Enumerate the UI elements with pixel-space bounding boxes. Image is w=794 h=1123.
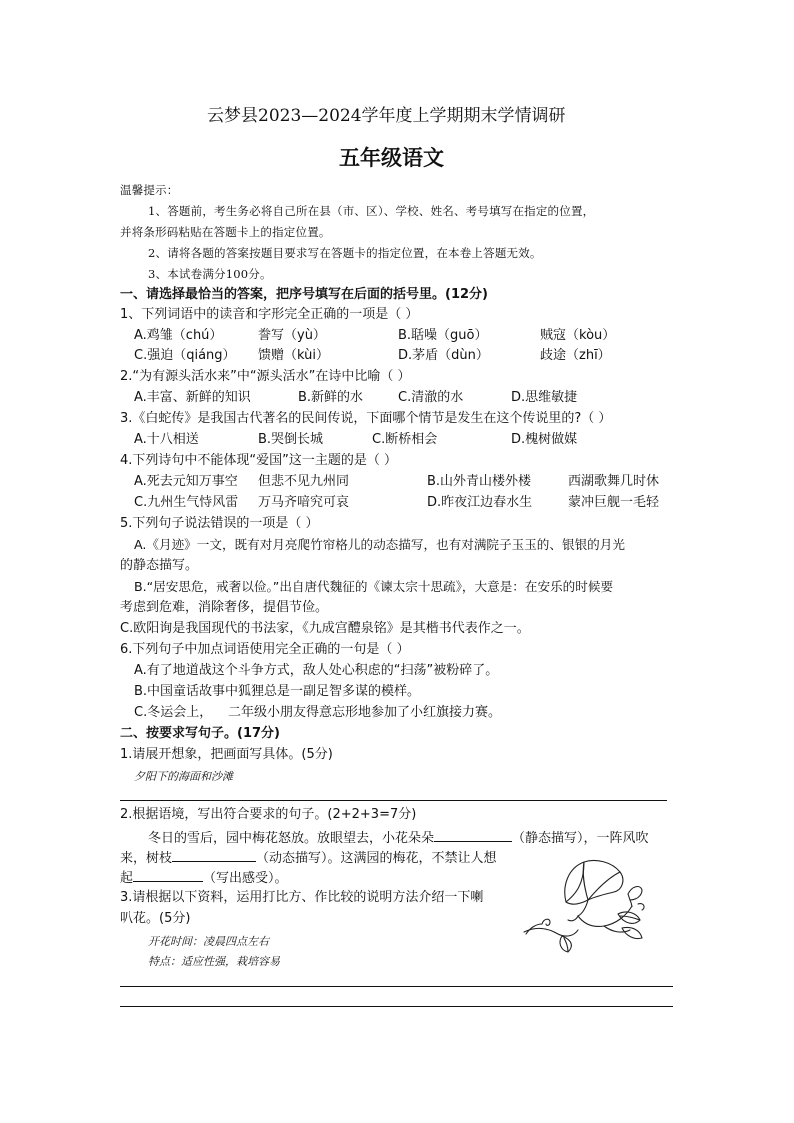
exam-subtitle: 五年级语文: [339, 146, 444, 170]
s2-q2-blank-3[interactable]: [133, 868, 203, 882]
q1-option-b-1: B.聒噪（guō）: [398, 328, 488, 343]
s2-q2-line-3: [120, 868, 288, 888]
s2-q2-blank-2[interactable]: [172, 848, 256, 862]
s2-q2-text-1a: 冬日的雪后，园中梅花怒放。放眼望去，小花朵朵: [148, 831, 435, 846]
q2-option-c: C.清澈的水: [398, 390, 464, 405]
q4-stem: 4.下列诗句中不能体现“爱国”这一主题的是（ ）: [120, 453, 398, 468]
q6-stem: 6.下列句子中加点词语使用完全正确的一句是（ ）: [120, 642, 410, 657]
tip-1-line-1: 1、答题前，考生务必将自己所在县（市、区）、学校、姓名、考号填写在指定的位置，: [148, 204, 595, 218]
section-1-heading: 一、请选择最恰当的答案，把序号填写在后面的括号里。(12分): [120, 287, 488, 302]
q6-option-c-1: C.冬运会上，: [134, 705, 213, 720]
s2-q2-line-2: [120, 848, 497, 868]
q4-option-c-1: C.九州生气恃风雷: [134, 495, 239, 510]
q6-option-a: A.有了地道战这个斗争方式，敌人处心积虑的“扫荡”被粉碎了。: [134, 663, 499, 678]
q1-option-d-1: D.茅盾（dùn）: [398, 348, 489, 363]
q3-option-c: C.断桥相会: [372, 432, 438, 447]
section-2-heading: 二、按要求写句子。(17分): [120, 726, 280, 741]
q5-option-a-line-2: 的静态描写。: [120, 558, 199, 573]
s2-q2-text-3b: （写出感受）。: [203, 871, 288, 886]
q4-option-a-2: 但悲不见九州同: [258, 474, 350, 489]
s2-q1-prompt: 夕阳下的海面和沙滩: [134, 770, 233, 783]
q1-stem: 1、下列词语中的读音和字形完全正确的一项是（ ）: [120, 307, 419, 322]
q2-stem: 2.“为有源头活水来”中“源头活水”在诗中比喻（ ）: [120, 369, 411, 384]
q3-option-d: D.槐树做媒: [511, 432, 578, 447]
q2-option-b: B.新鲜的水: [298, 390, 364, 405]
q5-option-b-line-2: 考虑到危难，消除奢侈，提倡节俭。: [120, 600, 329, 615]
q6-option-b: B.中国童话故事中狐狸总是一副足智多谋的模样。: [134, 684, 421, 699]
q5-stem: 5.下列句子说法错误的一项是（ ）: [120, 516, 319, 531]
s2-q2-line-1: [148, 828, 649, 848]
s2-q3-info-2: 特点：适应性强，栽培容易: [148, 955, 280, 968]
q3-stem: 3.《白蛇传》是我国古代著名的民间传说，下面哪个情节是发生在这个传说里的?（ ）: [120, 411, 612, 426]
s2-q1-stem: 1.请展开想象，把画面写具体。(5分): [120, 747, 333, 762]
s2-q3-answer-line-1[interactable]: [120, 986, 673, 987]
q6-option-c-2: 二年级小朋友得意忘形地参加了小红旗接力赛。: [228, 705, 502, 720]
s2-q2-blank-1[interactable]: [434, 828, 512, 842]
s2-q2-text-1b: （静态描写），一阵风吹: [512, 831, 649, 846]
s2-q2-text-2b: （动态描写）。这满园的梅花，不禁让人想: [256, 851, 497, 866]
q5-option-b-line-1: B.“居安思危，戒奢以俭。”出自唐代魏征的《谏太宗十思疏》，大意是：在安乐的时候要: [134, 579, 614, 594]
tip-1-line-2: 并将条形码粘贴在答题卡上的指定位置。: [120, 225, 331, 239]
s2-q3-info-1: 开花时间：凌晨四点左右: [148, 935, 269, 948]
q4-option-b-1: B.山外青山楼外楼: [427, 474, 532, 489]
morning-glory-flower-drawing-icon: [522, 854, 650, 954]
q1-option-b-2: 贼寇（kòu）: [540, 328, 616, 343]
q3-option-a: A.十八相送: [134, 432, 199, 447]
q1-option-a-1: A.鸡雏（chú）: [134, 328, 223, 343]
q4-option-a-1: A.死去元知万事空: [134, 474, 238, 489]
q4-option-c-2: 万马齐喑究可哀: [258, 495, 350, 510]
tip-2: 2、请将各题的答案按题目要求写在答题卡的指定位置，在本卷上答题无效。: [148, 246, 542, 260]
s2-q2-stem: 2.根据语境，写出符合要求的句子。(2+2+3=7分): [120, 807, 417, 822]
exam-title: 云梦县2023—2024学年度上学期期末学情调研: [207, 106, 566, 126]
s2-q3-stem-line-2: 叭花。(5分): [120, 911, 191, 926]
q4-option-d-2: 蒙冲巨舰一毛轻: [568, 495, 660, 510]
q1-option-a-2: 誊写（yù）: [258, 328, 326, 343]
tips-heading: 温馨提示：: [120, 183, 179, 197]
q1-option-c-2: 馈赠（kùi）: [258, 348, 329, 363]
q2-option-a: A.丰富、新鲜的知识: [134, 390, 251, 405]
s2-q2-text-3a: 起: [120, 871, 134, 886]
q1-option-d-2: 歧途（zhī）: [540, 348, 611, 363]
tip-3: 3、本试卷满分100分。: [148, 267, 272, 281]
q2-option-d: D.思维敏捷: [511, 390, 578, 405]
s2-q2-text-2a: 来，树枝: [120, 851, 173, 866]
s2-q1-answer-line[interactable]: [120, 800, 667, 801]
q4-option-b-2: 西湖歌舞几时休: [568, 474, 660, 489]
q5-option-c: C.欧阳询是我国现代的书法家，《九成宫醴泉铭》是其楷书代表作之一。: [120, 621, 530, 636]
s2-q3-answer-line-2[interactable]: [120, 1006, 673, 1007]
q3-option-b: B.哭倒长城: [258, 432, 324, 447]
s2-q3-stem-line-1: 3.请根据以下资料，运用打比方、作比较的说明方法介绍一下喇: [120, 890, 484, 905]
q4-option-d-1: D.昨夜江边春水生: [427, 495, 533, 510]
q1-option-c-1: C.强迫（qiáng）: [134, 348, 236, 363]
q5-option-a-line-1: A.《月迹》一文，既有对月亮爬竹帘格儿的动态描写，也有对满院子玉玉的、银银的月光: [134, 537, 625, 552]
